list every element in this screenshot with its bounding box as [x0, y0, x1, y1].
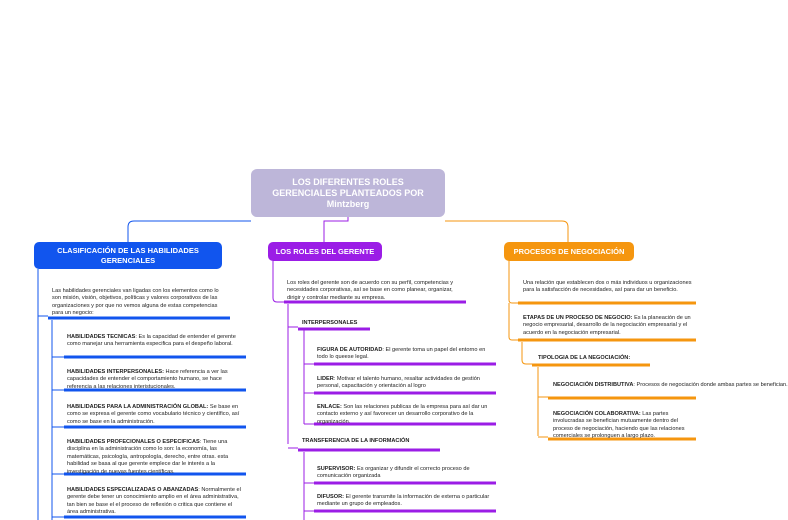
left-item-3[interactable]: [67, 404, 243, 426]
right-item-distributiva-term: NEGOCIACIÓN DISTRIBUTIVA: [553, 382, 634, 388]
branch-roles-gerente[interactable]: [268, 242, 382, 261]
root-topic-title: LOS DIFERENTES ROLES GERENCIALES PLANTEADOS POR Mintzberg: [272, 176, 424, 209]
right-item-distributiva[interactable]: [553, 382, 788, 389]
mid-item-lider-text: : Motivar el talento humano, resaltar actividades de gestión personal, capacitación y orientación al logro: [317, 376, 480, 390]
middle-intro[interactable]: Los roles del gerente son de acuerdo con su perfil, competencias y necesidades corporativas, así se base en como planear, organizar, dirigir y controlar mediante su empresa.: [287, 280, 454, 301]
right-etapas-text: Es la planeación de un negocio empresarial, desarrollo de la negociación empresarial y el acuerdo en la negociación empresarial.: [523, 315, 691, 336]
left-item-4-text: : Tiene una disciplina en la administración como lo son: la economía, las matemáticas, psicología, antropología, derecho, entre otras. esta habilidad se basa al que gerente emplece dar le interés a la investigación de nuevas fuentes científicas.: [67, 439, 229, 475]
left-item-2-term: HABILIDADES INTERPERSONALES:: [67, 369, 164, 375]
left-item-1[interactable]: [67, 334, 243, 349]
mid-item-supervisor-term: SUPERVISOR:: [317, 466, 356, 472]
right-item-colaborativa-text: Las partes involucradas se benefician mutuamente dentro del proceso de negociación, haciendo que las relaciones comerciales se prolonguen a largo plazo.: [553, 411, 685, 440]
left-item-2[interactable]: [67, 369, 243, 391]
branch-clasificacion-label: CLASIFICACIÓN DE LAS HABILIDADES GERENCIALES: [57, 245, 199, 265]
left-item-3-term: HABILIDADES PARA LA ADMINISTRACIÓN GLOBAL:: [67, 404, 209, 410]
left-item-4-term: HABILIDADES PROFECIONALES O ESPECIFICAS: [67, 439, 200, 445]
right-etapas[interactable]: [523, 315, 696, 337]
transferencia-node[interactable]: TRANSFERENCIA DE LA INFORMACIÓN: [302, 438, 410, 444]
mid-item-enlace-term: ENLACE:: [317, 404, 342, 410]
left-item-5[interactable]: [67, 487, 243, 517]
mid-item-figura[interactable]: [317, 347, 493, 362]
left-item-5-text: : Normalmente el gerente debe tener un conocimiento amplio en el área administrativa, tan bien se base el el proceso de reflexión o critica que contiene el área administrativa.: [67, 487, 241, 516]
mid-item-difusor[interactable]: [317, 494, 493, 509]
branch-clasificacion[interactable]: [34, 242, 222, 269]
left-item-3-text: Se base en como se expresa el gerente como vocabulario técnico y científico, así como se base en la administración.: [67, 404, 240, 425]
root-topic[interactable]: [251, 169, 445, 217]
mid-item-supervisor[interactable]: [317, 466, 493, 481]
left-item-4[interactable]: [67, 439, 243, 476]
left-item-2-text: Hace referencia a ver las capacidades de entender el comportamiento humano, se hace referencia a las relaciones interistucionales.: [67, 369, 228, 390]
left-item-1-term: HABILIDADES TECNICAS: [67, 334, 136, 340]
mid-item-lider[interactable]: [317, 376, 493, 391]
right-item-colaborativa-term: NEGOCIACIÓN COLABORATIVA:: [553, 411, 641, 417]
left-item-5-term: HABILIDADES ESPECIALIZADAS O ABANZADAS: [67, 487, 199, 493]
left-item-1-text: : Es la capacidad de entender el gerente como manejar una herramienta especifica para el despeño laboral.: [67, 334, 236, 348]
right-item-colaborativa[interactable]: [553, 411, 696, 441]
right-etapas-term: ETAPAS DE UN PROCESO DE NEGOCIO:: [523, 315, 633, 321]
branch-procesos-negociacion[interactable]: [504, 242, 634, 261]
mid-item-figura-term: FIGURA DE AUTORIDAD: [317, 347, 383, 353]
mid-item-figura-text: : El gerente toma un papel del entorno en todo lo queese legal.: [317, 347, 486, 361]
mid-item-lider-term: LIDER: [317, 376, 334, 382]
mid-item-supervisor-text: Es organizar y difundir el correcto proceso de comunicación organizada: [317, 466, 470, 480]
branch-roles-gerente-label: LOS ROLES DEL GERENTE: [275, 246, 375, 256]
mid-item-enlace-text: Son las relaciones publicas de la empresa para así dar un contacto externo y así favorecer un desarrollo corporativo de la organización.: [317, 404, 488, 425]
interpersonales-node[interactable]: INTERPERSONALES: [302, 320, 358, 326]
right-item-distributiva-text: : Procesos de negociación donde ambas partes se benefician.: [633, 382, 788, 388]
branch-procesos-negociacion-label: PROCESOS DE NEGOCIACIÓN: [513, 246, 625, 256]
mid-item-enlace[interactable]: [317, 404, 493, 426]
left-intro[interactable]: Las habilidades gerenciales van ligadas con los elementos como lo son misión, visión, objetivos, políticas y valores corporativos de las organizaciones y por que no vemos alguna de estas competencias para un negocio:: [52, 288, 219, 317]
right-intro[interactable]: Una relación que establecen dos o más individuos u organizaciones para la satisfacción de necesidades, así para dar un beneficio.: [523, 280, 692, 294]
mid-item-difusor-text: El gerente transmite la información de externa o particular mediante un grupo de empleados.: [317, 494, 490, 508]
mid-item-difusor-term: DIFUSOR:: [317, 494, 345, 500]
tipologia-node[interactable]: TIPOLOGIA DE LA NEGOCIACIÓN:: [538, 355, 631, 361]
